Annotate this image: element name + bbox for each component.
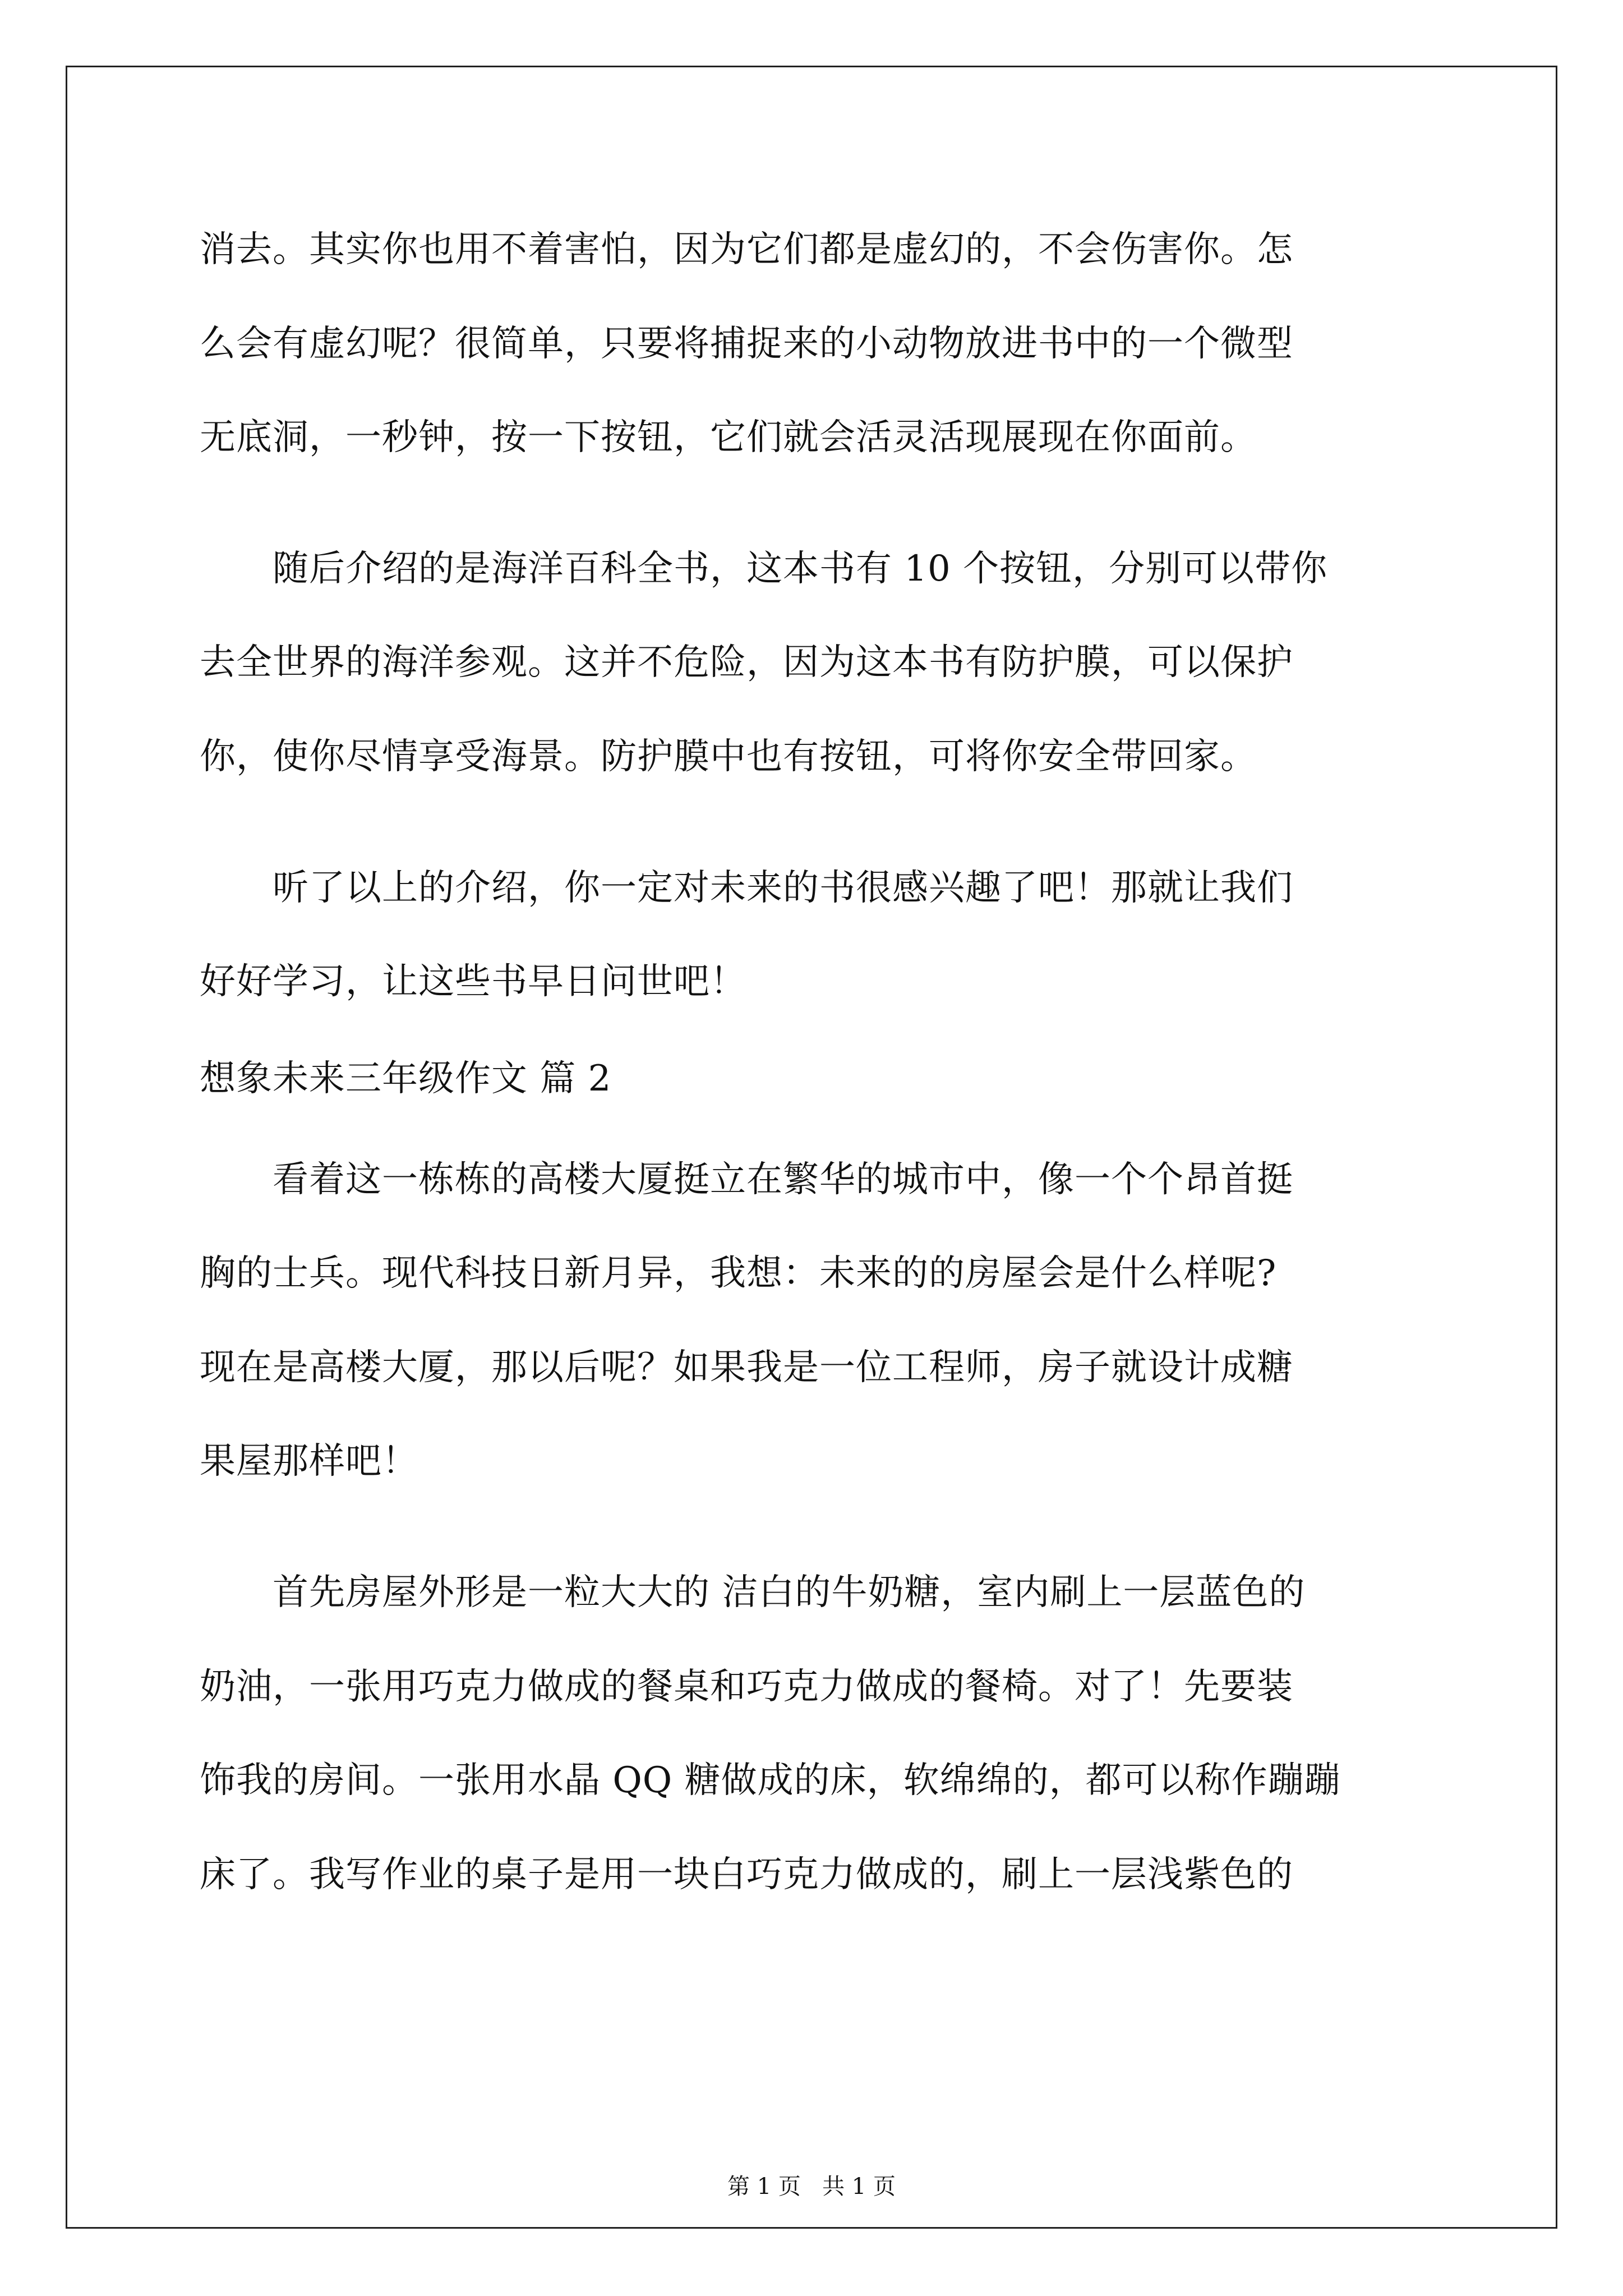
paragraph-line: 果屋那样吧！: [200, 1441, 418, 1482]
paragraph-line: 么会有虚幻呢？很简单，只要将捕捉来的小动物放进书中的一个微型: [200, 323, 1293, 365]
paragraph-line: 听了以上的介绍，你一定对未来的书很感兴趣了吧！那就让我们: [200, 867, 1293, 909]
paragraph-line: 饰我的房间。一张用水晶 QQ 糖做成的床，软绵绵的，都可以称作蹦蹦: [200, 1760, 1341, 1801]
paragraph-line: 好好学习，让这些书早日问世吧！: [200, 961, 746, 1002]
paragraph-line: 首先房屋外形是一粒大大的 洁白的牛奶糖，室内刷上一层蓝色的: [200, 1572, 1306, 1613]
paragraph-line: 消去。其实你也用不着害怕，因为它们都是虚幻的，不会伤害你。怎: [200, 229, 1293, 270]
paragraph-line: 去全世界的海洋参观。这并不危险，因为这本书有防护膜，可以保护: [200, 642, 1293, 683]
paragraph-line: 随后介绍的是海洋百科全书，这本书有 10 个按钮，分别可以带你: [200, 548, 1328, 590]
paragraph-line: 看着这一栋栋的高楼大厦挺立在繁华的城市中，像一个个昂首挺: [200, 1159, 1293, 1200]
paragraph-line: 胸的士兵。现代科技日新月异，我想：未来的的房屋会是什么样呢?: [200, 1253, 1277, 1294]
paragraph-line: 无底洞，一秒钟，按一下按钮，它们就会活灵活现展现在你面前。: [200, 417, 1257, 458]
section-heading: 想象未来三年级作文 篇 2: [200, 1058, 612, 1099]
paragraph-line: 你，使你尽情享受海景。防护膜中也有按钮，可将你安全带回家。: [200, 736, 1257, 777]
paragraph-line: 现在是高楼大厦，那以后呢？如果我是一位工程师，房子就设计成糖: [200, 1347, 1293, 1388]
page-footer: 第 1 页 共 1 页: [727, 2174, 896, 2200]
page-border: [66, 66, 1557, 2229]
paragraph-line: 奶油，一张用巧克力做成的餐桌和巧克力做成的餐椅。对了！先要装: [200, 1666, 1293, 1708]
paragraph-line: 床了。我写作业的桌子是用一块白巧克力做成的，刷上一层浅紫色的: [200, 1854, 1293, 1895]
